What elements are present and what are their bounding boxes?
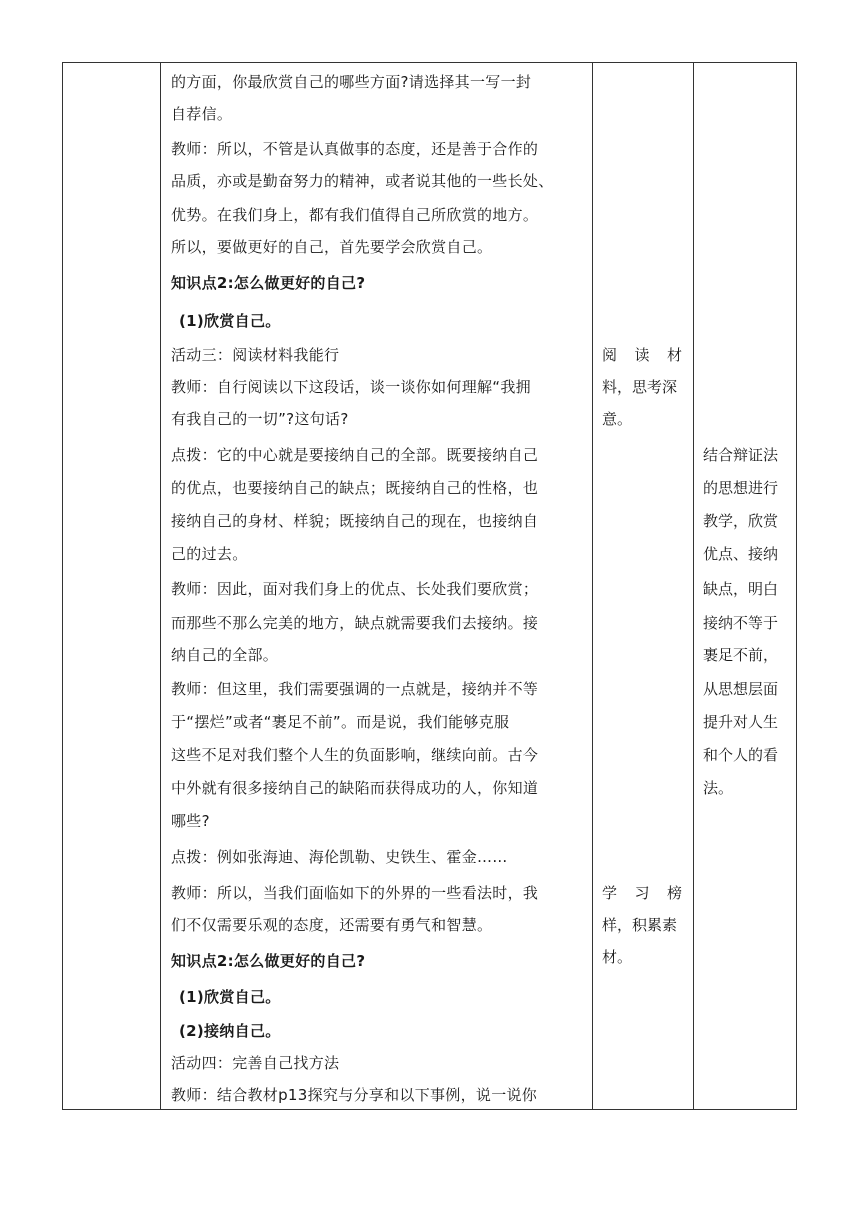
sub-heading: (1)欣赏自己。 [179, 312, 281, 330]
design-intent-line: 的思想进行 [703, 479, 779, 497]
activity-title: 活动四：完善自己找方法 [171, 1054, 340, 1072]
activity-title: 活动三：阅读材料我能行 [171, 346, 340, 364]
text-line: 的方面，你最欣赏自己的哪些方面?请选择其一写一封 [171, 73, 532, 91]
text-line: 中外就有很多接纳自己的缺陷而获得成功的人，你知道 [171, 779, 539, 797]
text-line: 点拨：例如张海迪、海伦凯勒、史铁生、霍金…… [171, 848, 508, 866]
student-activity-line: 样，积累素 [602, 916, 678, 934]
design-intent-line: 法。 [703, 779, 734, 797]
design-intent-line: 裹足不前， [703, 646, 779, 664]
text-line: 所以，要做更好的自己，首先要学会欣赏自己。 [171, 238, 493, 256]
text-line: 们不仅需要乐观的态度，还需要有勇气和智慧。 [171, 916, 493, 934]
student-activity-line: 料，思考深 [602, 378, 678, 396]
text-line: 教师：所以，当我们面临如下的外界的一些看法时，我 [171, 884, 539, 902]
text-line: 教师：自行阅读以下这段话，谈一谈你如何理解“我拥 [171, 378, 531, 396]
section-heading: 知识点2:怎么做更好的自己? [171, 952, 366, 970]
text-line: 的优点，也要接纳自己的缺点；既接纳自己的性格，也 [171, 479, 539, 497]
design-intent-column [694, 63, 797, 1109]
text-line: 有我自己的一切”?这句话? [171, 410, 349, 428]
design-intent-line: 从思想层面 [703, 680, 779, 698]
sub-heading: (2)接纳自己。 [179, 1022, 281, 1040]
text-line: 优势。在我们身上，都有我们值得自己所欣赏的地方。 [171, 206, 539, 224]
text-line: 这些不足对我们整个人生的负面影响，继续向前。古今 [171, 746, 539, 764]
student-activity-line: 材。 [602, 948, 633, 966]
student-activity-line: 学 习 榜 [602, 884, 682, 902]
teaching-process-column [161, 63, 592, 1109]
design-intent-line: 和个人的看 [703, 746, 779, 764]
design-intent-line: 接纳不等于 [703, 614, 779, 632]
text-line: 哪些? [171, 812, 210, 830]
text-line: 于“摆烂”或者“裹足不前”。而是说，我们能够克服 [171, 713, 510, 731]
design-intent-line: 教学，欣赏 [703, 512, 779, 530]
design-intent-line: 提升对人生 [703, 713, 779, 731]
section-heading: 知识点2:怎么做更好的自己? [171, 274, 366, 292]
text-line: 教师：因此，面对我们身上的优点、长处我们要欣赏； [171, 580, 539, 598]
design-intent-line: 缺点，明白 [703, 580, 779, 598]
text-line: 己的过去。 [171, 545, 248, 563]
student-activity-line: 意。 [602, 410, 633, 428]
student-activity-line: 阅 读 材 [602, 346, 682, 364]
text-line: 接纳自己的身材、样貌；既接纳自己的现在，也接纳自 [171, 512, 539, 530]
text-line: 教师：所以，不管是认真做事的态度，还是善于合作的 [171, 140, 539, 158]
lesson-table [62, 62, 797, 1110]
text-line: 自荐信。 [171, 105, 233, 123]
design-intent-line: 结合辩证法 [703, 446, 779, 464]
text-line: 教师：但这里，我们需要强调的一点就是，接纳并不等 [171, 680, 539, 698]
text-line: 纳自己的全部。 [171, 646, 279, 664]
text-line: 点拨：它的中心就是要接纳自己的全部。既要接纳自己 [171, 446, 539, 464]
text-line: 品质，亦或是勤奋努力的精神，或者说其他的一些长处、 [171, 172, 554, 190]
student-activity-column [593, 63, 693, 1109]
design-intent-line: 优点、接纳 [703, 545, 779, 563]
text-line: 教师：结合教材p13探究与分享和以下事例，说一说你 [171, 1086, 538, 1104]
sub-heading: (1)欣赏自己。 [179, 988, 281, 1006]
text-line: 而那些不那么完美的地方，缺点就需要我们去接纳。接 [171, 614, 539, 632]
